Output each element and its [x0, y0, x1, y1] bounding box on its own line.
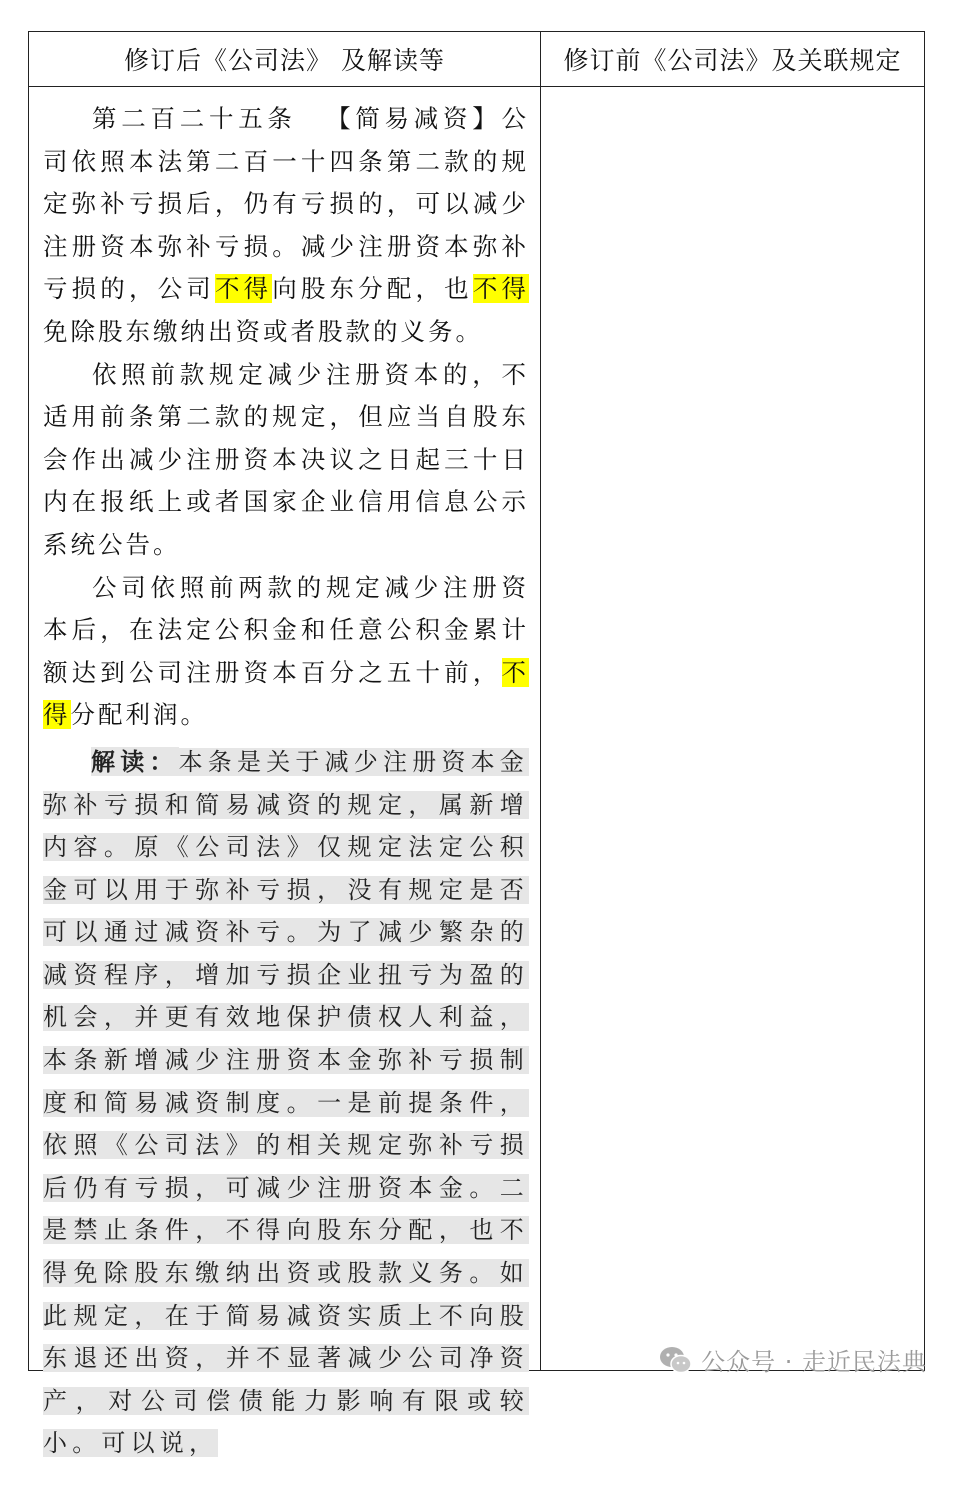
highlight-bude: 不得 [214, 274, 273, 304]
highlight-bude: 不得 [472, 274, 529, 304]
column-divider [540, 32, 541, 1370]
watermark [659, 1342, 927, 1377]
watermark-text: 公众号 · 走近民法典 [701, 1348, 927, 1376]
header-revised-law: 修订后《公司法》 及解读等 [124, 46, 445, 75]
article-title: 【简易减资】 [326, 104, 502, 133]
article-paragraph-1: 第二百二十五条 【简易减资】公司依照本法第二百一十四条第二款的规定弥补亏损后，仍有亏损的，可以减少注册资本弥补亏损。减少注册资本弥补亏损的，公司不得向股东分配，也不得免除股东缴纳出资或者股款的义务。 [43, 104, 530, 346]
interpretation-label: 解读： [91, 746, 179, 776]
highlight-bude: 不得 [43, 657, 529, 730]
interpretation-paragraph [43, 741, 529, 1465]
header-divider [29, 86, 924, 87]
header-previous-law: 修订前《公司法》及关联规定 [563, 46, 902, 75]
article-paragraph-2: 依照前款规定减少注册资本的，不适用前条第二款的规定，但应当自股东会作出减少注册资本决议之日起三十日内在报纸上或者国家企业信用信息公示系统公告。 [43, 359, 529, 559]
interpretation-text: 本条是关于减少注册资本金弥补亏损和简易减资的规定，属新增内容。原《公司法》仅规定法定公积金可以用于弥补亏损，没有规定是否可以通过减资补亏。为了减少繁杂的减资程序，增加亏损企业扭亏为盈的机会，并更有效地保护债权人利益，本条新增减少注册资本金弥补亏损制度和简易减资制度。一是前提条件，依照《公司法》的相关规定弥补亏损后仍有亏损，可减少注册资本金。二是禁止条件，不得向股东分配，也不得免除股东缴纳出资或股款义务。如此规定，在于简易减资实质上不向股东退还出资，并不显著减少公司净资产，对公司偿债能力影响有限或较小。可以说， [43, 747, 530, 1458]
law-comparison-table [28, 31, 925, 1458]
wechat-icon [659, 1345, 693, 1375]
article-number: 第二百二十五条 [92, 104, 297, 133]
revised-law-cell [43, 98, 529, 1489]
article-paragraph-3: 公司依照前两款的规定减少注册资本后，在法定公积金和任意公积金累计额达到公司注册资本百分之五十前，不得分配利润。 [43, 572, 529, 730]
